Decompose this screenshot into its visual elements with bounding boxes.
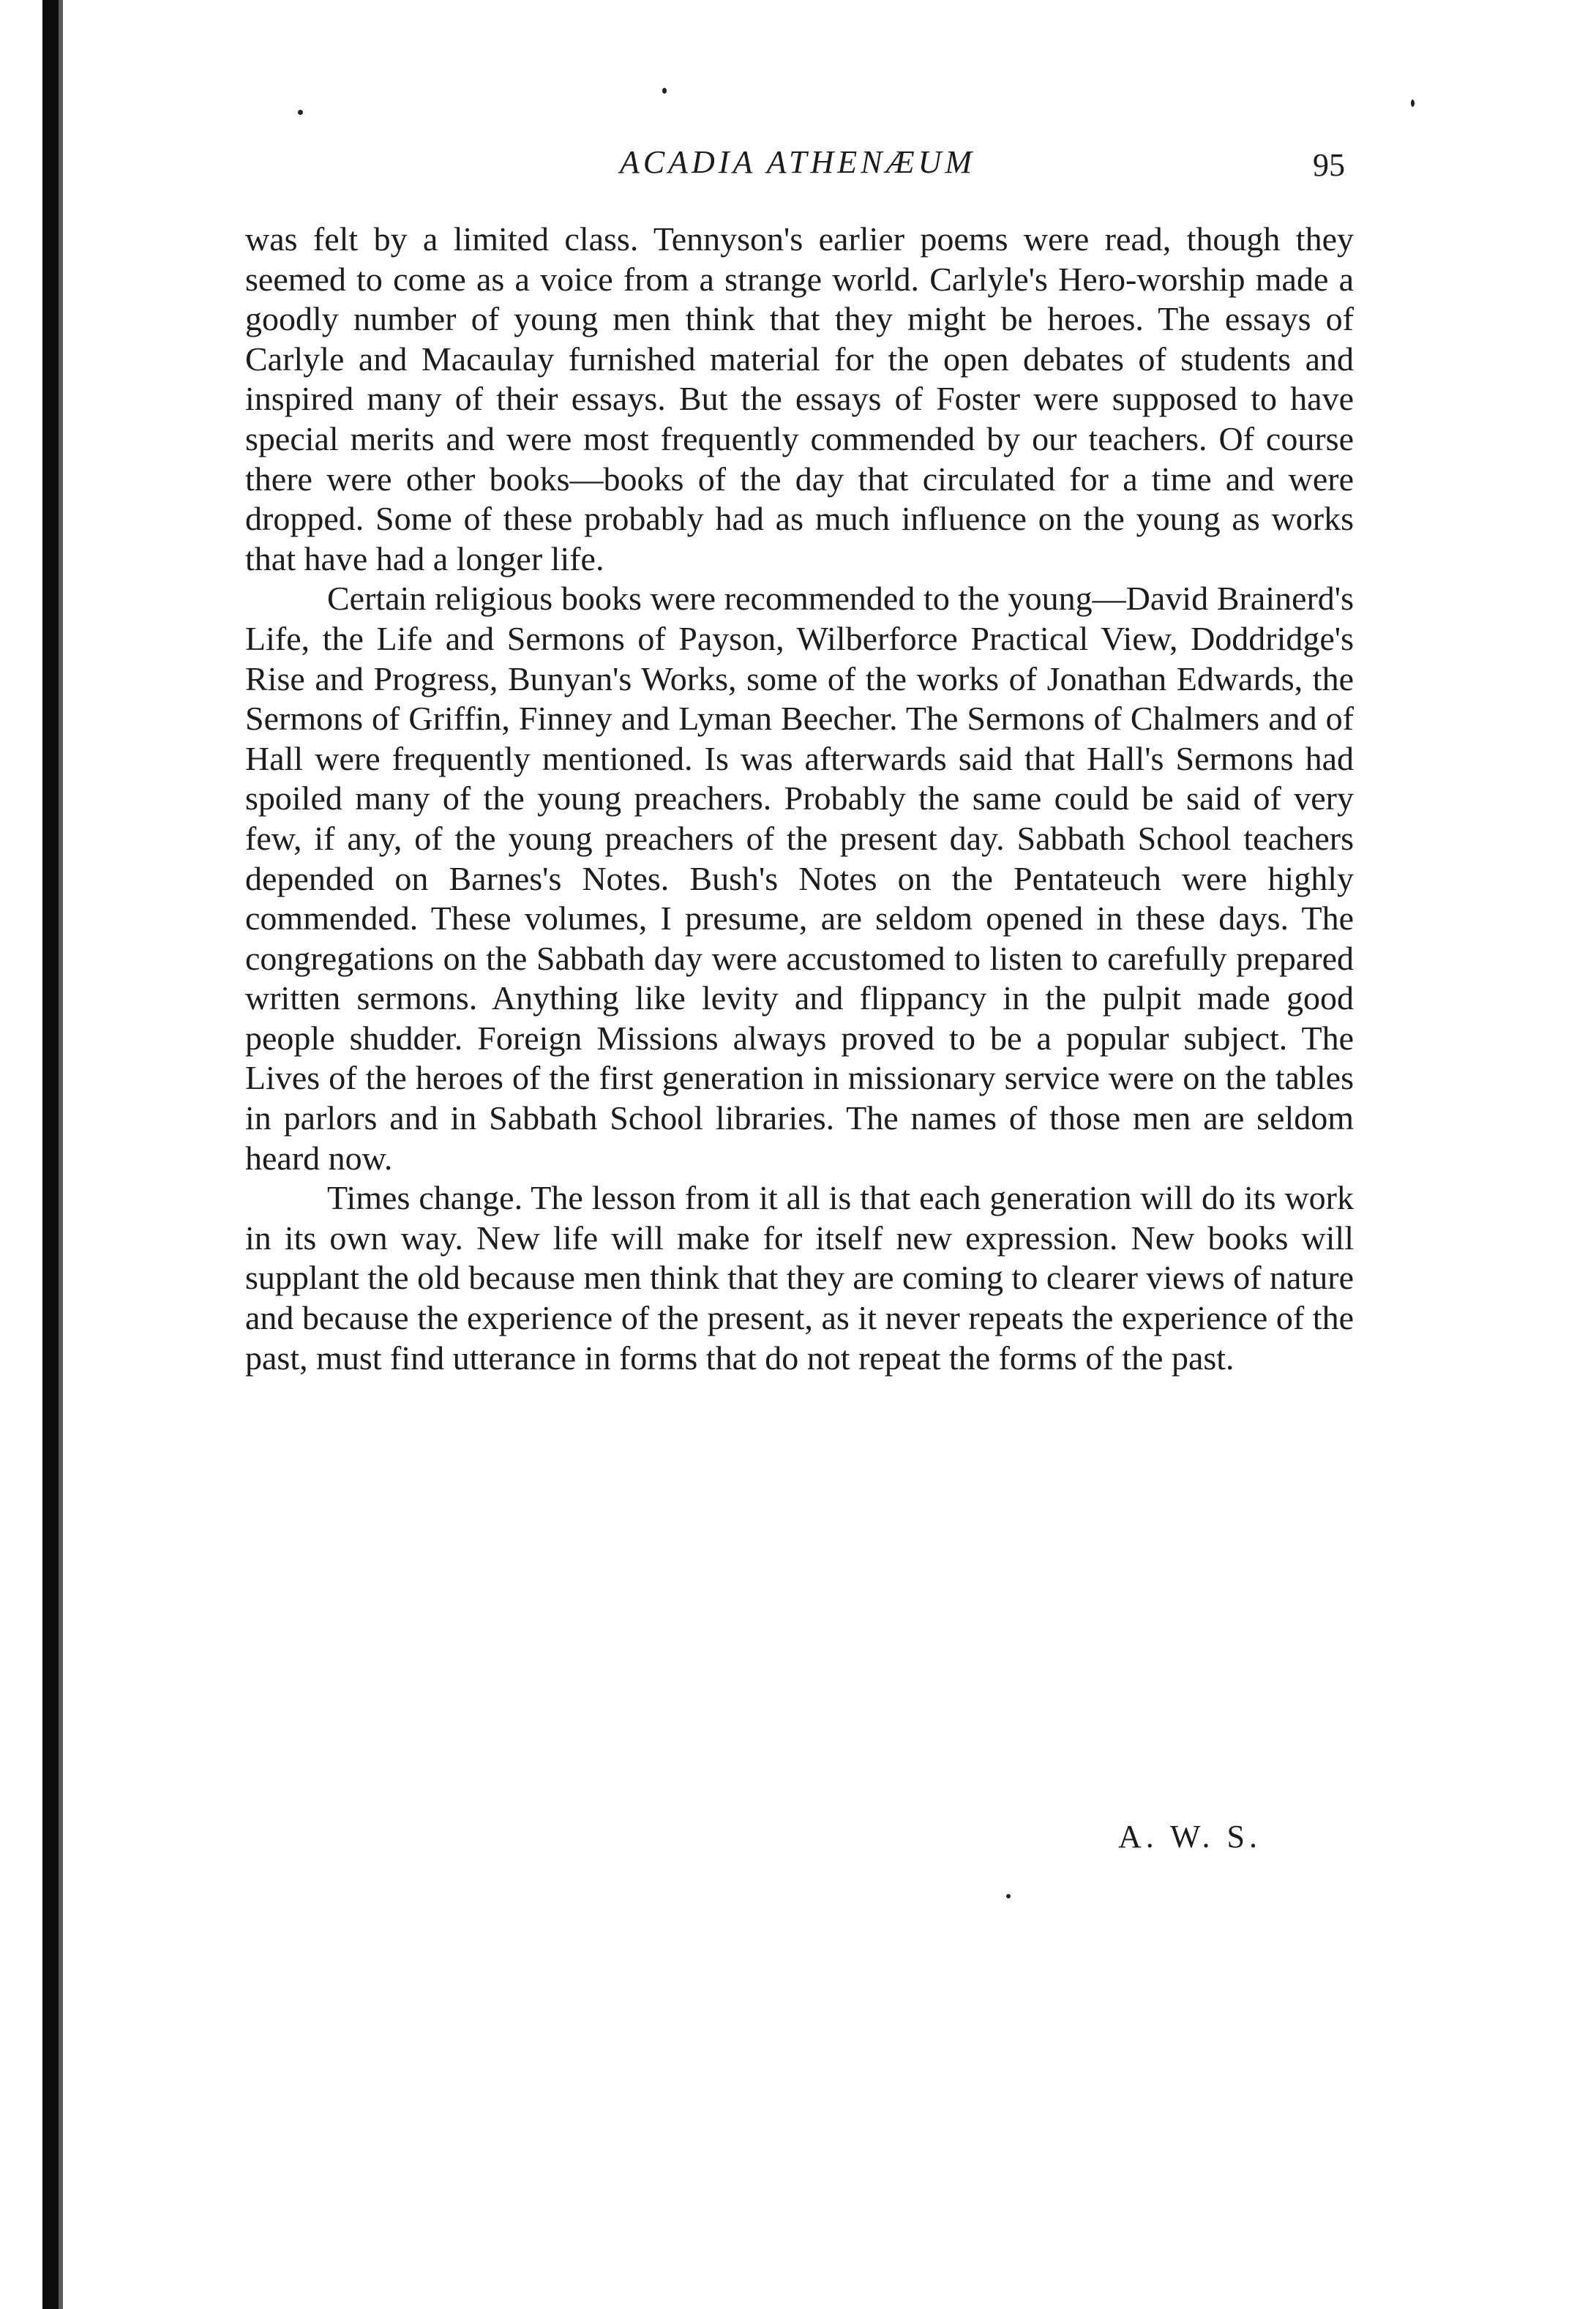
paragraph: Times change. The lesson from it all is that each generation will do its work in its own way. New life will make for itself new expression. New books will supplant the old because men think that they are coming to clearer views of nature and because the experience of the present, as it never repeats the experience of the past, must find utterance in forms that do not repeat the forms of the past. bbox=[245, 1179, 1354, 1377]
paragraph: was felt by a limited class. Tennyson's earlier poems were read, though they seemed to come as a voice from a strange world. Carlyle's Hero-worship made a goodly number of young men think that they might be heroes. The essays of Carlyle and Macaulay furnished material for the open debates of students and inspired many of their essays. But the essays of Foster were supposed to have special merits and were most frequently commended by our teachers. Of course there were other books—books of the day that circulated for a time and were dropped. Some of these probably had as much influence on the young as works that have had a longer life. bbox=[245, 220, 1354, 577]
page-header bbox=[241, 143, 1354, 195]
author-signature: A. W. S. bbox=[1118, 1819, 1262, 1855]
paragraph: Certain religious books were recommended to the young—David Brainerd's Life, the Life and Sermons of Payson, Wilberforce Practical View, Doddridge's Rise and Progress, Bunyan's Works, some of the works of Jonathan Edwards, the Sermons of Griffin, Finney and Lyman Beecher. The Sermons of Chalmers and of Hall were frequently mentioned. Is was afterwards said that Hall's Sermons had spoiled many of the young preachers. Probably the same could be said of very few, if any, of the young preachers of the present day. Sabbath School teachers depended on Barnes's Notes. Bush's Notes on the Pentateuch were highly commended. These volumes, I presume, are seldom opened in these days. The congregations on the Sabbath day were accustomed to listen to carefully prepared written sermons. Anything like levity and flippancy in the pulpit made good people shudder. Foreign Missions always proved to be a popular subject. The Lives of the heroes of the first generation in missionary service were on the tables in parlors and in Sabbath School libraries. The names of those men are seldom heard now. bbox=[245, 580, 1354, 1177]
page-number: 95 bbox=[1313, 147, 1345, 183]
print-speck bbox=[662, 88, 667, 94]
print-speck bbox=[1411, 100, 1415, 107]
print-speck bbox=[1006, 1894, 1011, 1898]
running-title: ACADIA ATHENÆUM bbox=[619, 144, 976, 180]
binding-edge bbox=[42, 0, 59, 2309]
print-speck bbox=[298, 110, 303, 115]
article-body bbox=[245, 220, 1354, 1378]
binding-edge-shadow bbox=[59, 0, 63, 2309]
